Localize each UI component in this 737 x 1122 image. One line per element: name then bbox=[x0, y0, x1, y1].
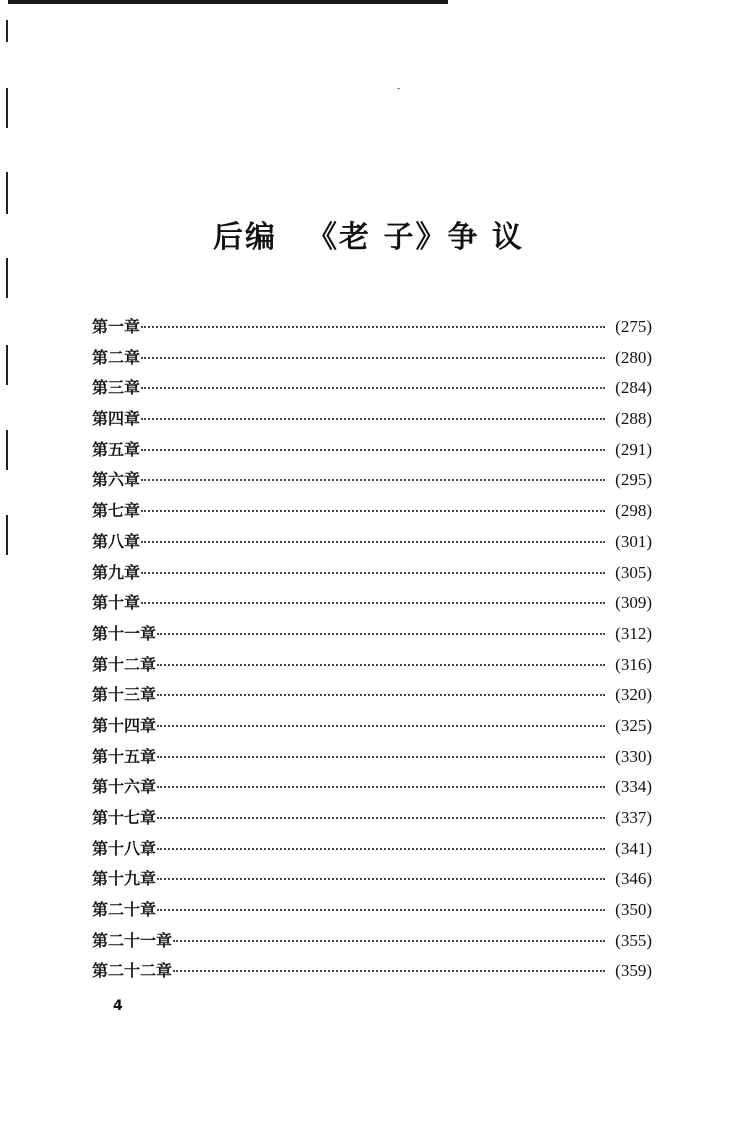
dot-leader bbox=[157, 756, 605, 758]
toc-chapter: 第一章 bbox=[92, 317, 141, 336]
toc-entry[interactable] bbox=[92, 529, 652, 560]
toc-entry[interactable] bbox=[92, 560, 652, 591]
toc-entry[interactable] bbox=[92, 467, 652, 498]
dot-leader bbox=[157, 817, 605, 819]
toc-chapter: 第十九章 bbox=[92, 869, 157, 889]
toc-chapter: 第十四章 bbox=[92, 715, 157, 735]
toc-page: (320) bbox=[615, 685, 652, 705]
dot-leader bbox=[141, 387, 605, 389]
toc-entry[interactable] bbox=[92, 836, 652, 867]
toc-page: (341) bbox=[615, 838, 652, 858]
dot-leader bbox=[141, 541, 605, 543]
part-name: 《老 子》争 议 bbox=[307, 220, 524, 255]
toc-page: (334) bbox=[615, 777, 652, 797]
dot-leader bbox=[157, 633, 605, 635]
toc-entry[interactable] bbox=[92, 437, 652, 468]
top-rule bbox=[8, 0, 448, 4]
page-number: 4 bbox=[113, 998, 123, 1014]
toc-entry[interactable] bbox=[92, 774, 652, 805]
toc-chapter: 第十八章 bbox=[92, 838, 157, 858]
dot-leader bbox=[141, 479, 605, 481]
dot-leader bbox=[157, 694, 605, 696]
margin-mark bbox=[6, 430, 8, 470]
toc-chapter: 第十二章 bbox=[92, 654, 157, 674]
toc-page: (355) bbox=[615, 930, 652, 950]
toc-chapter: 第四章 bbox=[92, 409, 141, 429]
toc-chapter: 第五章 bbox=[92, 439, 141, 459]
margin-mark bbox=[6, 172, 8, 214]
toc-chapter: 第三章 bbox=[92, 378, 141, 398]
toc-page: (346) bbox=[615, 869, 652, 889]
toc-chapter: 第十七章 bbox=[92, 808, 157, 827]
toc-entry[interactable] bbox=[92, 498, 652, 529]
toc-entry[interactable] bbox=[92, 314, 652, 345]
toc-entry[interactable] bbox=[92, 744, 652, 775]
margin-mark bbox=[6, 258, 8, 298]
dot-leader bbox=[141, 418, 605, 420]
toc-chapter: 第六章 bbox=[92, 470, 141, 490]
toc-page: (291) bbox=[615, 439, 652, 459]
toc-page: (284) bbox=[615, 378, 652, 398]
toc-entry[interactable] bbox=[92, 652, 652, 683]
scan-speck bbox=[397, 88, 400, 89]
toc-page: (280) bbox=[615, 347, 652, 367]
toc-entry[interactable] bbox=[92, 621, 652, 652]
dot-leader bbox=[141, 449, 605, 451]
margin-mark bbox=[6, 20, 8, 42]
toc-chapter: 第九章 bbox=[92, 562, 141, 582]
toc-chapter: 第二十章 bbox=[92, 900, 157, 920]
toc-page: (350) bbox=[615, 900, 652, 920]
toc-entry[interactable] bbox=[92, 406, 652, 437]
toc-page: (305) bbox=[615, 562, 652, 582]
toc-page: (275) bbox=[615, 317, 652, 336]
part-title bbox=[0, 212, 737, 256]
toc-chapter: 第十三章 bbox=[92, 685, 157, 705]
toc-page: (316) bbox=[615, 654, 652, 674]
toc-chapter: 第十一章 bbox=[92, 623, 157, 643]
margin-mark bbox=[6, 515, 8, 555]
margin-mark bbox=[6, 88, 8, 128]
toc-chapter: 第二十一章 bbox=[92, 930, 173, 950]
toc-page: (298) bbox=[615, 501, 652, 521]
toc-chapter: 第十章 bbox=[92, 593, 141, 613]
toc-chapter: 第十六章 bbox=[92, 777, 157, 797]
dot-leader bbox=[141, 326, 605, 328]
toc-chapter: 第七章 bbox=[92, 501, 141, 521]
toc-entry[interactable] bbox=[92, 345, 652, 376]
dot-leader bbox=[141, 357, 605, 359]
toc-page: (330) bbox=[615, 746, 652, 766]
toc-chapter: 第二章 bbox=[92, 347, 141, 367]
toc-page: (359) bbox=[615, 961, 652, 981]
toc-page: (325) bbox=[615, 715, 652, 735]
dot-leader bbox=[157, 909, 605, 911]
dot-leader bbox=[141, 602, 605, 604]
toc-entry[interactable] bbox=[92, 590, 652, 621]
dot-leader bbox=[173, 940, 605, 942]
toc-entry[interactable] bbox=[92, 682, 652, 713]
dot-leader bbox=[141, 510, 605, 512]
dot-leader bbox=[141, 572, 605, 574]
toc-page: (309) bbox=[615, 593, 652, 613]
toc-page: (288) bbox=[615, 409, 652, 429]
toc-entry[interactable] bbox=[92, 805, 652, 836]
part-label: 后编 bbox=[213, 220, 278, 255]
toc-page: (312) bbox=[615, 623, 652, 643]
toc-chapter: 第八章 bbox=[92, 531, 141, 551]
toc-chapter: 第十五章 bbox=[92, 746, 157, 766]
toc-chapter: 第二十二章 bbox=[92, 961, 173, 981]
dot-leader bbox=[157, 878, 605, 880]
dot-leader bbox=[157, 848, 605, 850]
dot-leader bbox=[157, 725, 605, 727]
toc-entry[interactable] bbox=[92, 928, 652, 959]
toc-page: (337) bbox=[615, 808, 652, 827]
toc-page: (295) bbox=[615, 470, 652, 490]
dot-leader bbox=[173, 970, 605, 972]
dot-leader bbox=[157, 786, 605, 788]
toc-entry[interactable] bbox=[92, 958, 652, 989]
toc-entry[interactable] bbox=[92, 897, 652, 928]
toc-entry[interactable] bbox=[92, 713, 652, 744]
table-of-contents bbox=[92, 314, 652, 989]
toc-page: (301) bbox=[615, 531, 652, 551]
dot-leader bbox=[157, 664, 605, 666]
toc-entry[interactable] bbox=[92, 866, 652, 897]
toc-entry[interactable] bbox=[92, 375, 652, 406]
margin-mark bbox=[6, 345, 8, 385]
